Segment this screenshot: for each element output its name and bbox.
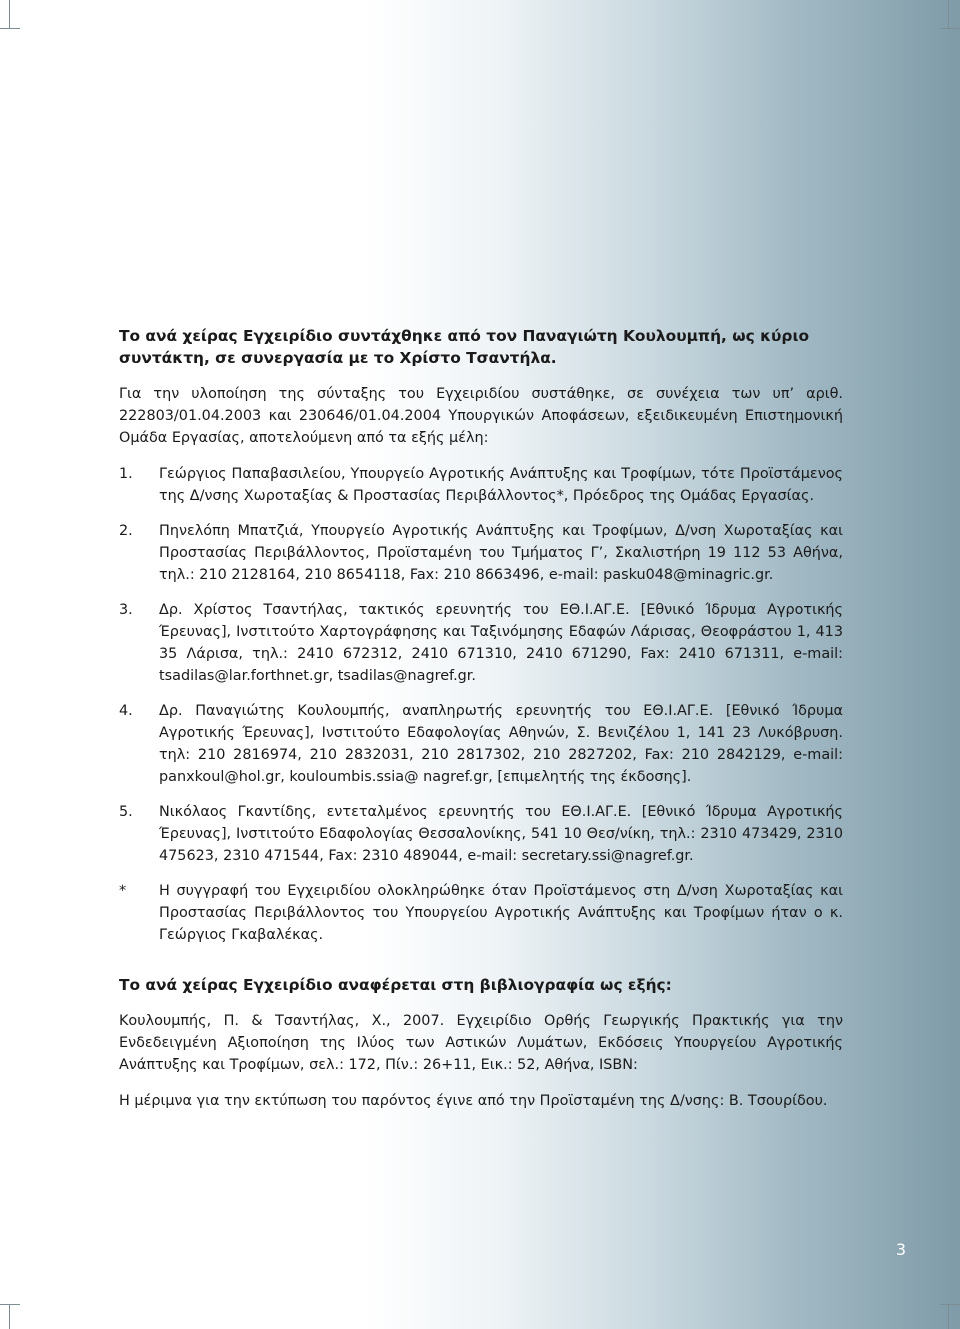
printing-note: Η μέριμνα για την εκτύπωση του παρόντος έγινε από την Προϊσταμένη της Δ/νσης: Β. Τσουρίδου.	[119, 1093, 828, 1109]
member-number: 2.	[119, 523, 133, 539]
member-item-2	[119, 520, 843, 586]
footnote-text: Η συγγραφή του Εγχειριδίου ολοκληρώθηκε όταν Προϊστάμενος στη Δ/νση Χωροταξίας και Προστασίας Περιβάλλοντος του Υπουργείου Αγροτικής Ανάπτυξης και Τροφίμων ήταν ο κ. Γεώργιος Γκαβαλέκας.	[159, 883, 843, 943]
member-text: Πηνελόπη Μπατζιά, Υπουργείο Αγροτικής Ανάπτυξης και Τροφίμων, Δ/νση Χωροταξίας και Προστασίας Περιβάλλοντος, Προϊσταμένη του Τμήματος Γ’, Σκαλιστήρη 19 112 53 Αθήνα, τηλ.: 210 2128164, 210 8654118, Fax: 210 8663496, e-mail: pasku048@minagric.gr.	[159, 523, 843, 583]
member-item-1	[119, 463, 843, 507]
member-text: Νικόλαος Γκαντίδης, εντεταλμένος ερευνητής του ΕΘ.Ι.ΑΓ.Ε. [Εθνικό Ίδρυμα Αγροτικής Έρευνας], Ινστιτούτο Εδαφολογίας Θεσσαλονίκης, 541 10 Θεσ/νίκη, τηλ.: 2310 473429, 2310 475623, 2310 471544, Fax: 2310 489044, e-mail: secretary.ssi@nagref.gr.	[159, 804, 843, 864]
bibliography-heading: Το ανά χείρας Εγχειρίδιο αναφέρεται στη βιβλιογραφία ως εξής:	[119, 976, 672, 994]
crop-mark-top-right-horizontal	[940, 28, 960, 29]
member-number: 4.	[119, 703, 133, 719]
crop-mark-bottom-right-horizontal	[940, 1304, 960, 1305]
member-item-3	[119, 599, 843, 687]
authorship-heading: Το ανά χείρας Εγχειρίδιο συντάχθηκε από τον Παναγιώτη Κουλουμπή, ως κύριο συντάκτη, σε συνεργασία με το Χρίστο Τσαντήλα.	[119, 327, 810, 367]
member-number: 5.	[119, 804, 133, 820]
crop-mark-top-left-vertical	[9, 0, 10, 28]
page-content	[119, 325, 843, 1112]
working-group-intro: Για την υλοποίηση της σύνταξης του Εγχειριδίου συστάθηκε, σε συνέχεια των υπ’ αριθ. 222803/01.04.2003 και 230646/01.04.2004 Υπουργικών Αποφάσεων, εξειδικευμένη Επιστημονική Ομάδα Εργασίας, αποτελούμενη από τα εξής μέλη:	[119, 386, 843, 446]
member-text: Γεώργιος Παπαβασιλείου, Υπουργείο Αγροτικής Ανάπτυξης και Τροφίμων, τότε Προϊστάμενος της Δ/νσης Χωροταξίας & Προστασίας Περιβάλλοντος*, Πρόεδρος της Ομάδας Εργασίας.	[159, 466, 843, 504]
crop-mark-top-right-vertical	[948, 0, 949, 28]
page-number: 3	[895, 1240, 906, 1259]
member-number: 1.	[119, 466, 133, 482]
crop-mark-bottom-left-vertical	[9, 1304, 10, 1329]
crop-mark-top-left-horizontal	[0, 28, 20, 29]
member-text: Δρ. Παναγιώτης Κουλουμπής, αναπληρωτής ερευνητής του ΕΘ.Ι.ΑΓ.Ε. [Εθνικό Ίδρυμα Αγροτικής Έρευνας], Ινστιτούτο Εδαφολογίας Αθηνών, Σ. Βενιζέλου 1, 141 23 Λυκόβρυση. τηλ: 210 2816974, 210 2832031, 210 2817302, 210 2827202, Fax: 210 2842129, e-mail: panxkoul@hol.gr, kouloumbis.ssia@ nagref.gr, [επιμελητής της έκδοσης].	[159, 703, 843, 785]
members-list	[119, 463, 843, 946]
member-text: Δρ. Χρίστος Τσαντήλας, τακτικός ερευνητής του ΕΘ.Ι.ΑΓ.Ε. [Εθνικό Ίδρυμα Αγροτικής Έρευνας], Ινστιτούτο Χαρτογράφησης και Ταξινόμησης Εδαφών Λάρισας, Θεοφράστου 1, 413 35 Λάρισα, τηλ.: 2410 672312, 2410 671310, 2410 671290, Fax: 2410 671311, e-mail: tsadilas@lar.forthnet.gr, tsadilas@nagref.gr.	[159, 602, 843, 684]
member-item-4	[119, 700, 843, 788]
bibliography-citation: Κουλουμπής, Π. & Τσαντήλας, Χ., 2007. Εγχειρίδιο Ορθής Γεωργικής Πρακτικής για την Ενδεδειγμένη Αξιοποίηση της Ιλύος των Αστικών Λυμάτων, Εκδόσεις Υπουργείου Αγροτικής Ανάπτυξης και Τροφίμων, σελ.: 172, Πίν.: 26+11, Εικ.: 52, Αθήνα, ISBN:	[119, 1013, 843, 1073]
footnote-item	[119, 880, 843, 946]
member-number: 3.	[119, 602, 133, 618]
footnote-marker: *	[119, 883, 127, 899]
crop-mark-bottom-left-horizontal	[0, 1304, 20, 1305]
member-item-5	[119, 801, 843, 867]
crop-mark-bottom-right-vertical	[948, 1304, 949, 1329]
